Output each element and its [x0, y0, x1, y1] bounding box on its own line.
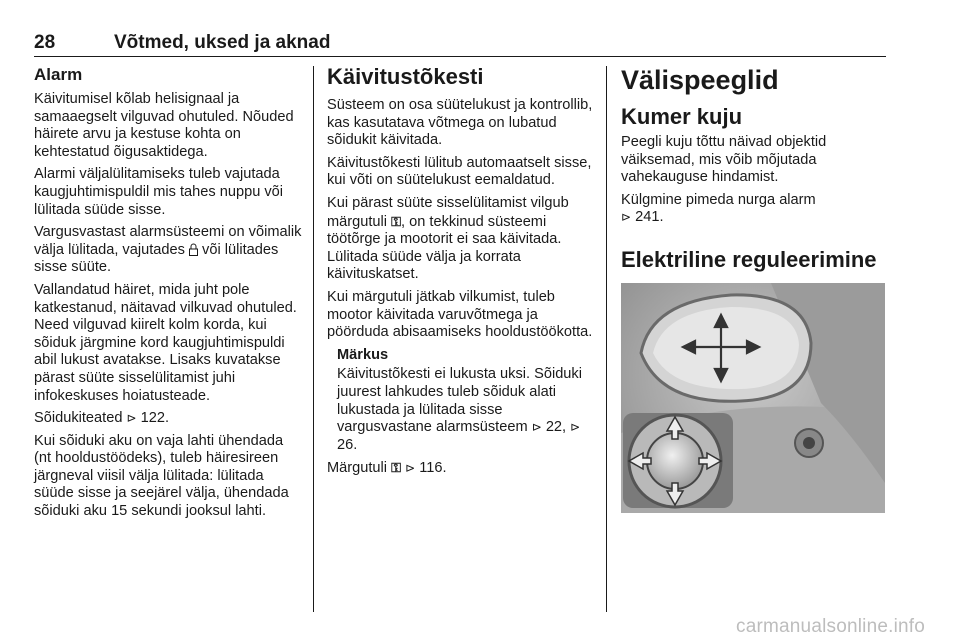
column-mirrors — [621, 64, 887, 273]
page-reference[interactable]: 22, — [545, 419, 567, 436]
mirror-control-switch — [623, 413, 733, 508]
page-reference[interactable]: 241. — [635, 209, 664, 226]
subheading-convex: Kumer kuju — [621, 104, 743, 129]
paragraph-text: Märgutuli — [327, 460, 388, 477]
paragraph: Vallandatud häiret, mida juht pole katkestanud, näitavad vilkuvad ohutuled. Need vilguvad kiirelt kolm korda, kui sõiduk järgmine kord kaugjuhtimispuldi abil lukust avatakse. Lisaks kuvatakse pärast süüte sisselülitamist juhi infokeskuses hoiatusteade. — [34, 281, 297, 404]
page-header — [34, 32, 886, 54]
lock-icon — [189, 243, 198, 256]
paragraph: Kui sõiduki aku on vaja lahti ühendada (nt hooldustöödeks), tuleb häiresireen järgneval viisil välja lülitada: lülitada süüde sisse ja seejärel välja, ühendada sõiduki aku 15 sekundi jooksul lahti. — [34, 432, 289, 520]
reference-arrow-icon: ⊳ — [126, 411, 137, 426]
paragraph — [327, 459, 594, 478]
mirror-adjustment-illustration — [621, 283, 885, 513]
paragraph: Peegli kuju tõttu näivad objektid väiksemad, mis võib mõjutada vahekauguse hindamist. — [621, 134, 827, 186]
header-rule — [34, 56, 886, 57]
page-reference[interactable]: 26. — [337, 436, 358, 453]
paragraph — [327, 195, 594, 284]
immobilizer-light-icon: ⚿ — [391, 213, 401, 229]
fold-mirror-button — [795, 429, 823, 457]
paragraph — [34, 224, 302, 277]
column-divider — [606, 66, 607, 612]
paragraph-text: Kui pärast süüte sisselülitamist vilgub märgutuli — [327, 194, 569, 230]
section-heading-immobilizer: Käivitustõkesti — [327, 64, 484, 89]
paragraph — [621, 192, 887, 227]
paragraph-text: , on tekkinud süsteemi töötõrge ja mootorit ei saa käivitada. Lülitada süüde välja ja korrata käivituskatset. — [327, 213, 562, 283]
paragraph: Kui märgutuli jätkab vilkumist, tuleb mootor käivitada varuvõtmega ja pöörduda abisaamiseks hooldustöökotta. — [327, 288, 593, 341]
reference-arrow-icon: ⊳ — [621, 210, 632, 225]
mirror-adjustment-figure — [621, 283, 885, 513]
immobilizer-light-icon: ⚿ — [391, 460, 401, 476]
note-title: Märkus — [337, 346, 389, 363]
subheading-electric-adjustment: Elektriline reguleerimine — [621, 246, 877, 272]
column-alarm — [34, 64, 302, 526]
paragraph: Käivitumisel kõlab helisignaal ja samaaegselt vilguvad ohutuled. Nõuded häirete arvu ja kestuse kohta on kehtestatud õigusaktidega. — [34, 91, 294, 160]
page-number: 28 — [34, 32, 56, 53]
paragraph-text: Käivitustõkesti ei lukusta uksi. Sõiduki juurest lahkudes tuleb sõiduk alati lukustada ja lülitada sisse vargusvastane alarmsüsteem — [337, 366, 582, 436]
chapter-title: Võtmed, uksed ja aknad — [114, 32, 331, 53]
reference-arrow-icon: ⊳ — [570, 420, 581, 435]
paragraph-text: Vargusvastast alarmsüsteemi on võimalik välja lülitada, vajutades — [34, 224, 302, 258]
paragraph-text: Sõidukiteated — [34, 410, 123, 427]
paragraph — [34, 410, 302, 428]
note-paragraph — [337, 366, 594, 454]
column-divider — [313, 66, 314, 612]
section-heading-mirrors: Välispeeglid — [621, 65, 779, 95]
paragraph: Käivitustõkesti lülitub automaatselt sisse, kui võti on süütelukust eemaldatud. — [327, 154, 592, 189]
reference-arrow-icon: ⊳ — [405, 461, 416, 476]
paragraph: Alarmi väljalülitamiseks tuleb vajutada kaugjuhtimispuldil mis tahes nuppu või lülitada süüde sisse. — [34, 166, 284, 218]
column-immobilizer — [327, 64, 594, 483]
reference-arrow-icon: ⊳ — [531, 420, 542, 435]
note-box — [337, 347, 594, 455]
watermark: carmanualsonline.info — [736, 616, 926, 637]
paragraph: Süsteem on osa süütelukust ja kontrollib, kas kasutatava võtmega on lubatud sõidukit käivitada. — [327, 97, 593, 149]
page-reference[interactable]: 122. — [140, 410, 170, 427]
page-reference[interactable]: 116. — [419, 460, 447, 477]
paragraph-text: Külgmine pimeda nurga alarm — [621, 191, 816, 208]
paragraph-text: või lülitades sisse süüte. — [34, 241, 279, 276]
section-heading-alarm: Alarm — [34, 65, 83, 84]
